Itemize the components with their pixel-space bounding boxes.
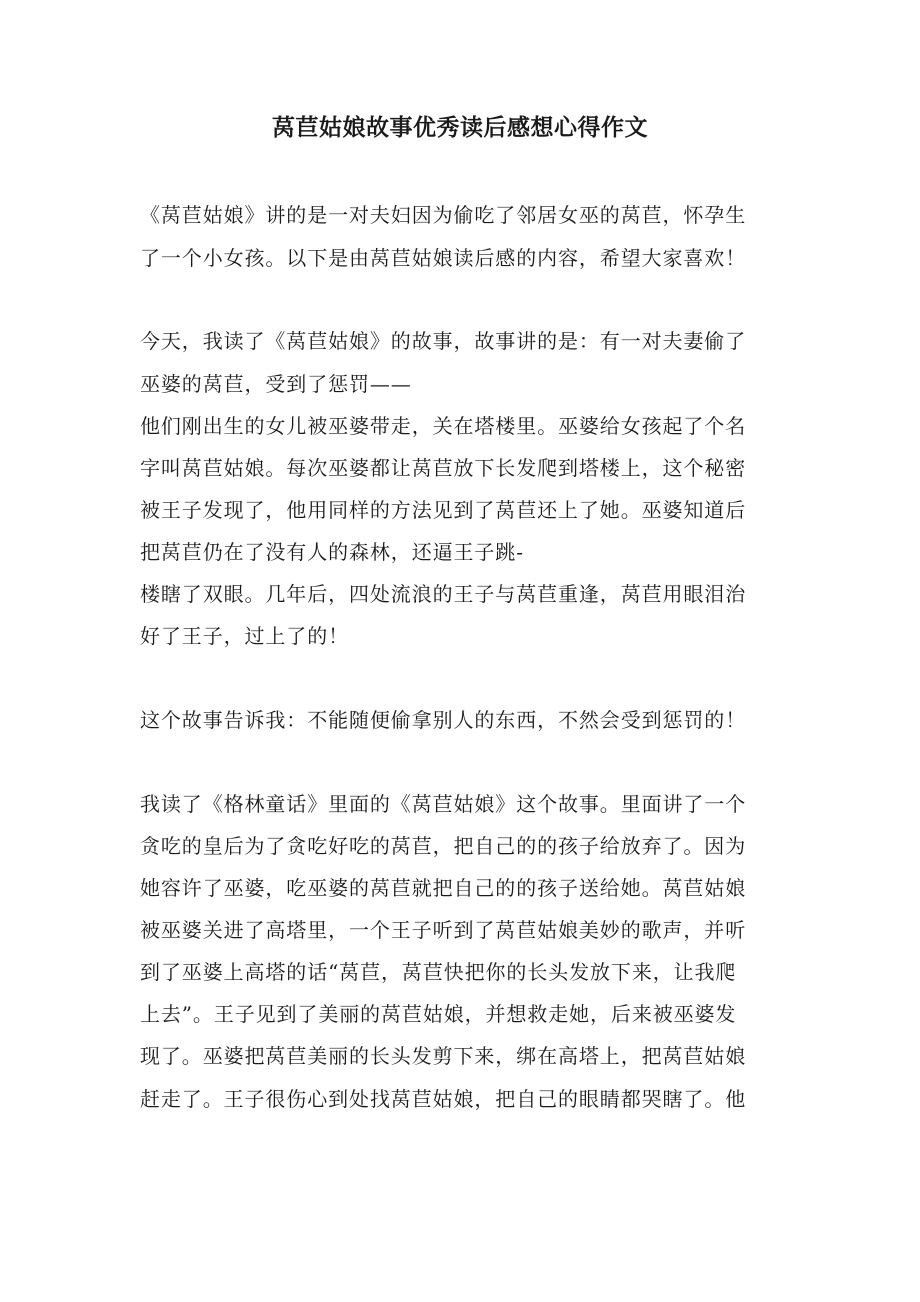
paragraph-4-line-7: 现了。巫婆把莴苣美丽的长头发剪下来，绑在高塔上，把莴苣姑娘 bbox=[140, 1044, 747, 1068]
paragraph-4-line-8: 赶走了。王子很伤心到处找莴苣姑娘，把自己的眼睛都哭瞎了。他 bbox=[140, 1087, 747, 1111]
paragraph-2-line-3: 他们刚出生的女儿被巫婆带走，关在塔楼里。巫婆给女孩起了个名 bbox=[140, 414, 747, 438]
paragraph-4-line-6: 上去”。王子见到了美丽的莴苣姑娘，并想救走她，后来被巫婆发 bbox=[140, 1002, 737, 1026]
paragraph-2-line-4: 字叫莴苣姑娘。每次巫婆都让莴苣放下长发爬到塔楼上，这个秘密 bbox=[140, 456, 747, 480]
paragraph-1-line-1: 《莴苣姑娘》讲的是一对夫妇因为偷吃了邻居女巫的莴苣，怀孕生 bbox=[140, 203, 747, 227]
paragraph-2-line-6: 把莴苣仍在了没有人的森林，还逼王子跳- bbox=[140, 540, 524, 564]
paragraph-4-line-5: 到了巫婆上高塔的话“莴苣，莴苣快把你的长头发放下来，让我爬 bbox=[140, 960, 737, 984]
paragraph-2-line-8: 好了王子，过上了的！ bbox=[140, 624, 349, 648]
paragraph-2-line-5: 被王子发现了，他用同样的方法见到了莴苣还上了她。巫婆知道后 bbox=[140, 498, 747, 522]
paragraph-3-line-1: 这个故事告诉我：不能随便偷拿别人的东西，不然会受到惩罚的！ bbox=[140, 708, 747, 732]
paragraph-2-line-7: 楼瞎了双眼。几年后，四处流浪的王子与莴苣重逢，莴苣用眼泪治 bbox=[140, 582, 747, 606]
paragraph-2-line-2: 巫婆的莴苣，受到了惩罚—— bbox=[140, 372, 412, 396]
paragraph-4-line-4: 被巫婆关进了高塔里，一个王子听到了莴苣姑娘美妙的歌声，并听 bbox=[140, 918, 747, 942]
paragraph-2-line-1: 今天，我读了《莴苣姑娘》的故事，故事讲的是：有一对夫妻偷了 bbox=[140, 329, 747, 353]
paragraph-4-line-2: 贪吃的皇后为了贪吃好吃的莴苣，把自己的的孩子给放弃了。因为 bbox=[140, 834, 747, 858]
paragraph-4-line-3: 她容许了巫婆，吃巫婆的莴苣就把自己的的孩子送给她。莴苣姑娘 bbox=[140, 876, 747, 900]
paragraph-4-line-1: 我读了《格林童话》里面的《莴苣姑娘》这个故事。里面讲了一个 bbox=[140, 792, 747, 816]
document-title: 莴苣姑娘故事优秀读后感想心得作文 bbox=[272, 114, 648, 141]
paragraph-1-line-2: 了一个小女孩。以下是由莴苣姑娘读后感的内容，希望大家喜欢！ bbox=[140, 246, 747, 270]
